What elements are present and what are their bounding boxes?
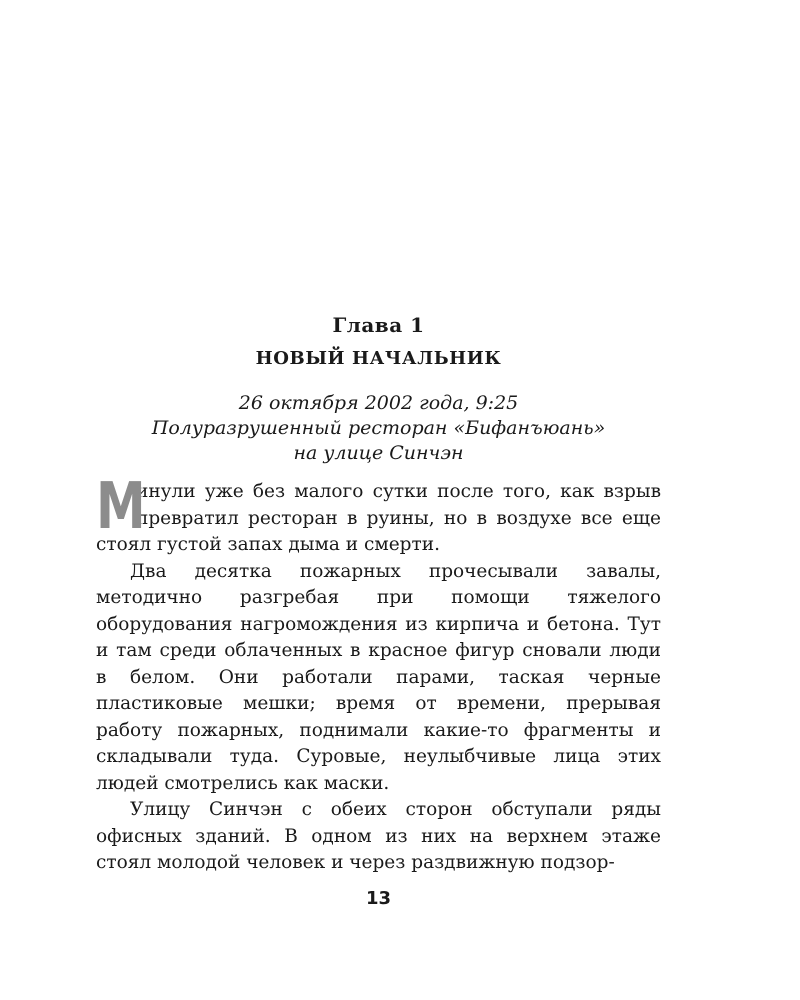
chapter-number: Глава 1	[332, 313, 425, 337]
subtitle-date-line: 26 октября 2002 года, 9:25	[238, 392, 519, 414]
paragraph-1	[96, 470, 661, 559]
drop-cap: М	[96, 470, 146, 544]
subtitle-street-line: на улице Синчэн	[293, 442, 464, 464]
chapter-title: НОВЫЙ НАЧАЛЬНИК	[255, 348, 502, 369]
book-page	[96, 0, 661, 1000]
paragraph-1-text: инули уже без малого сутки после того, как взрыв превратил ресторан в руины, но в воздухе все еще стоял густой запах дыма и смерти.	[96, 481, 661, 555]
page-number: 13	[365, 888, 392, 909]
chapter-subtitle	[96, 391, 661, 466]
body-text	[96, 470, 661, 877]
paragraph-3: Улицу Синчэн с обеих сторон обступали ряды офисных зданий. В одном из них на верхнем этаже стоял молодой человек и через раздвижную подзор-	[96, 799, 661, 873]
paragraph-2: Два десятка пожарных прочесывали завалы, методично разгребая при помощи тяжелого оборудования нагромождения из кирпича и бетона. Тут и там среди облаченных в красное фигур сновали люди в белом. Они работали парами, таская черные пластиковые мешки; время от времени, прерывая работу пожарных, поднимали какие-то фрагменты и складывали туда. Суровые, неулыбчивые лица этих людей смотрелись как маски.	[96, 560, 661, 794]
subtitle-place-line: Полуразрушенный ресторан «Бифанъюань»	[151, 417, 606, 439]
